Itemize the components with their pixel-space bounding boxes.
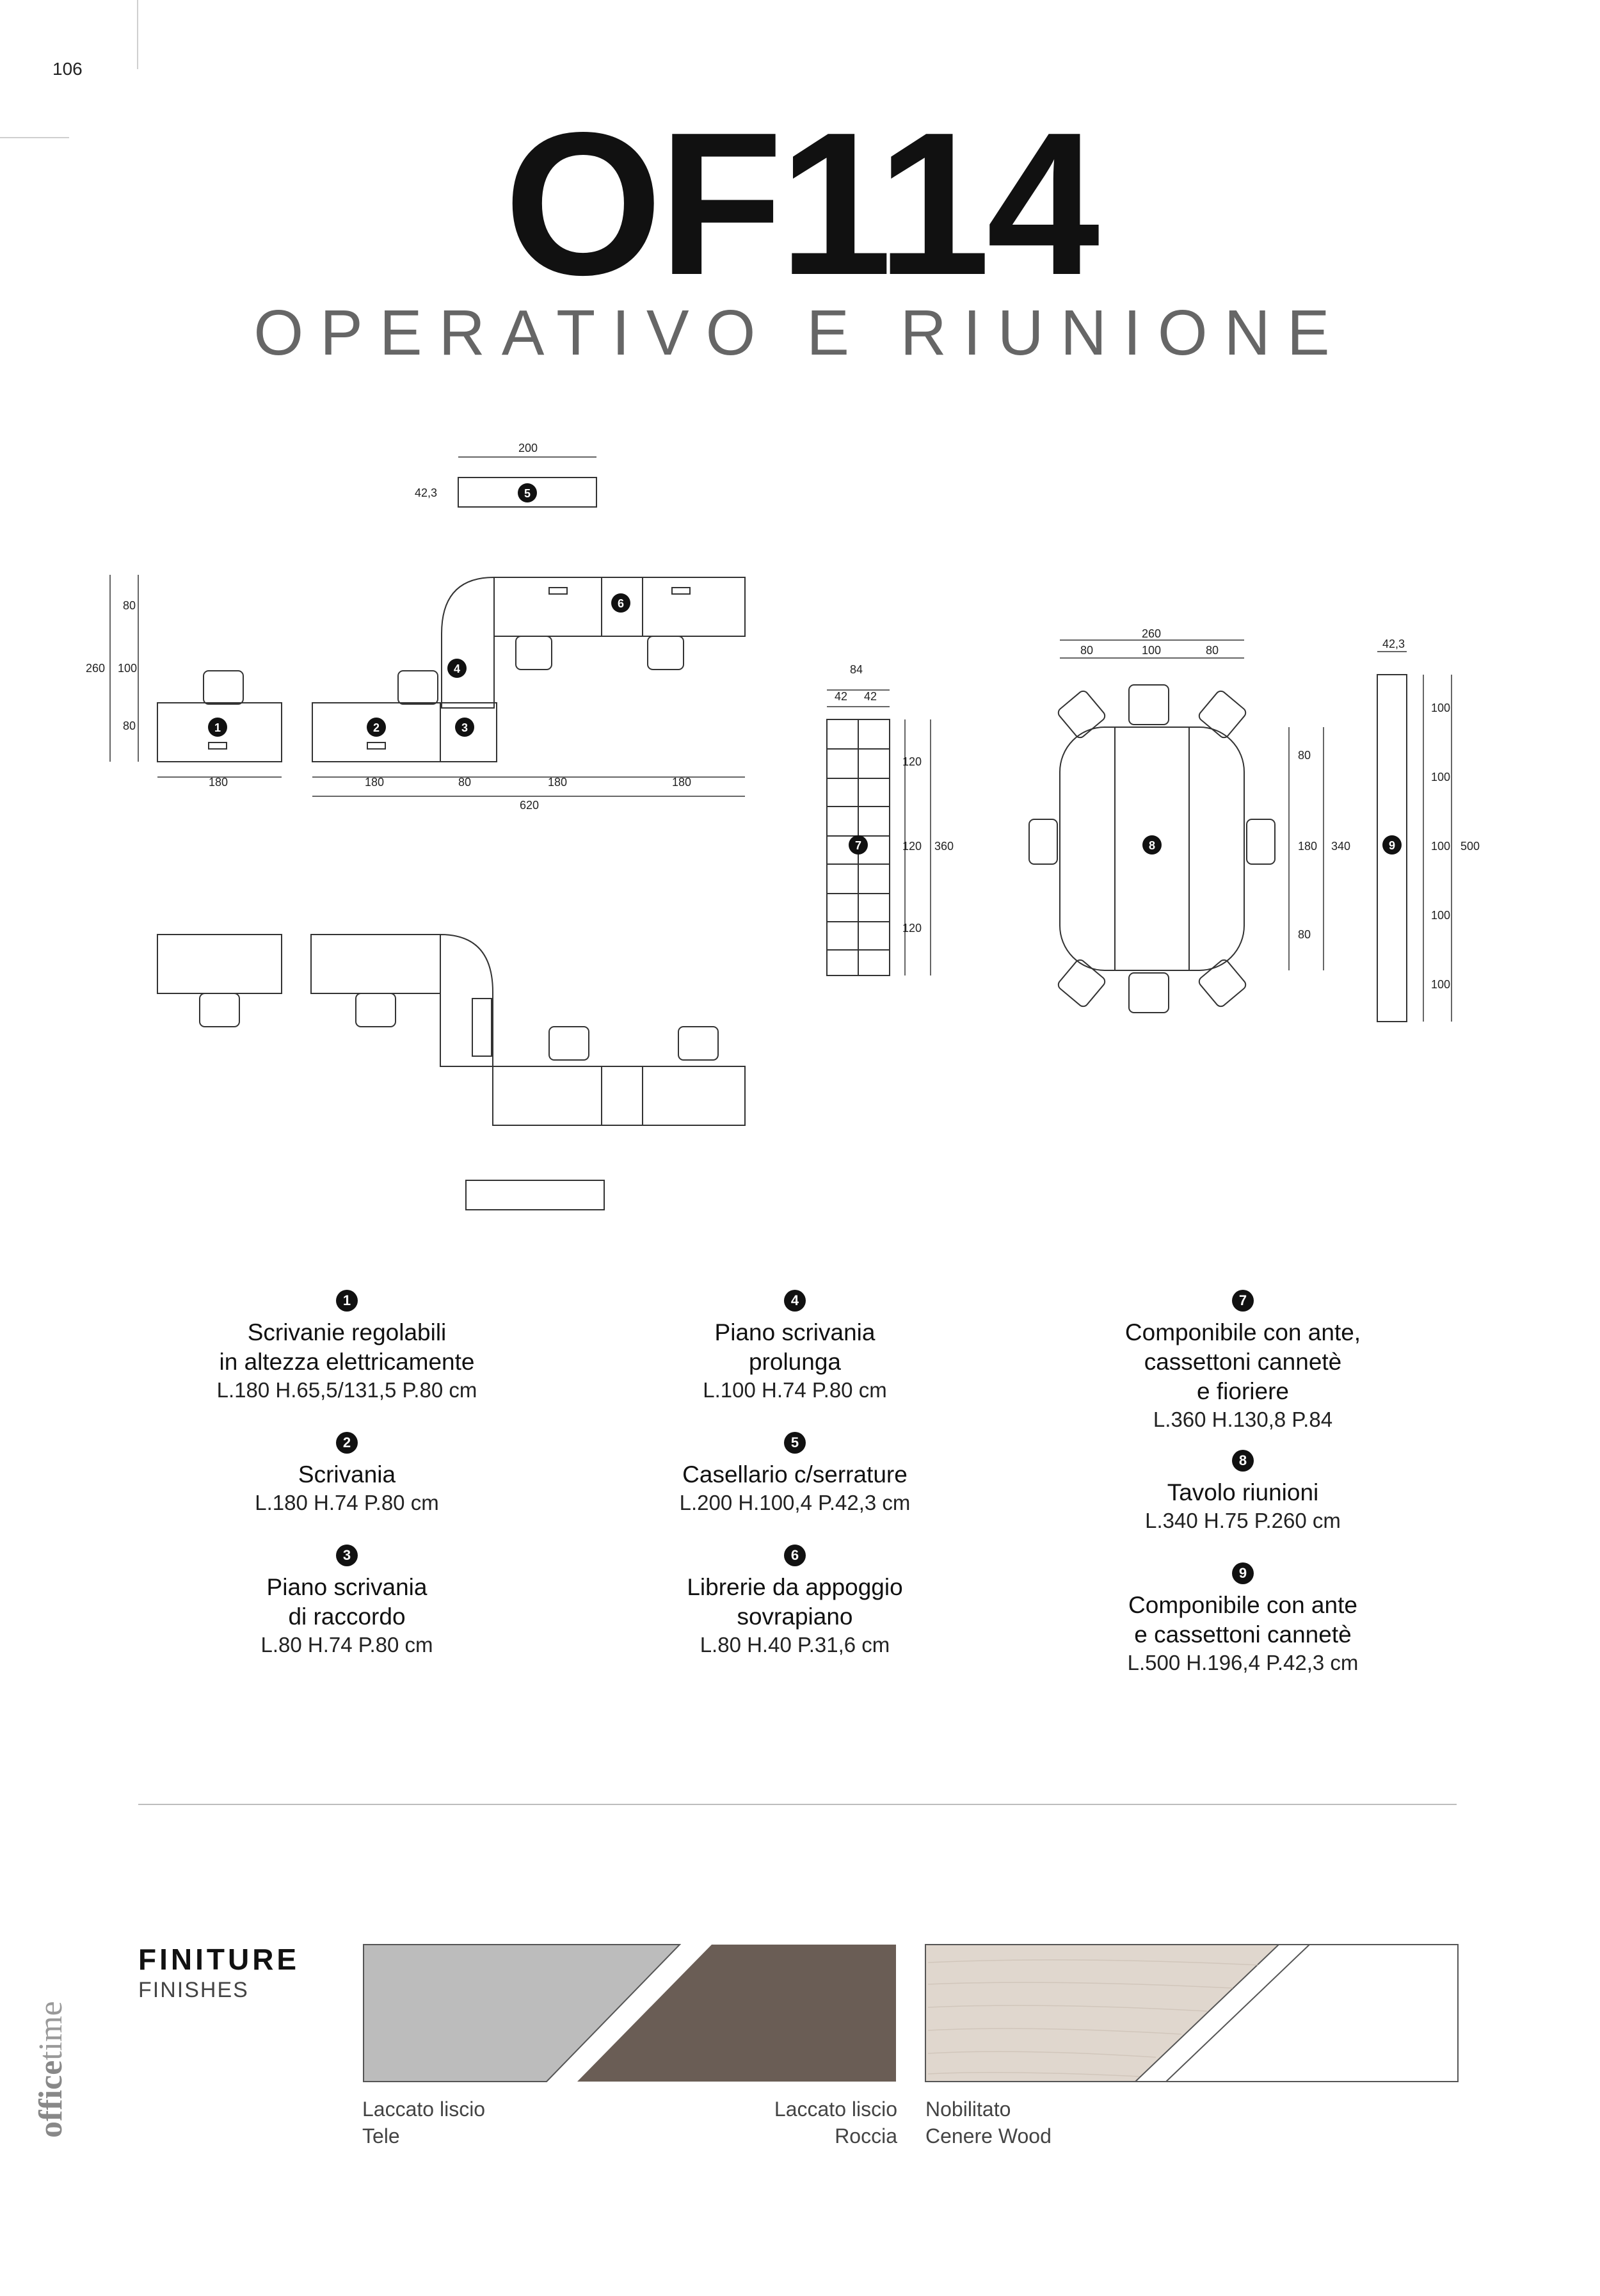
handle-outline	[672, 588, 690, 594]
finish-label-roccia: Laccato liscio Roccia	[774, 2098, 897, 2147]
item-number-badge: 4	[784, 1290, 806, 1312]
dim-label: 120	[902, 840, 922, 853]
item-dimensions: L.200 H.100,4 P.42,3 cm	[679, 1491, 911, 1514]
curved-connector-top	[442, 577, 494, 708]
marker-7	[849, 835, 868, 855]
handle-outline	[549, 588, 567, 594]
brand-logo-light: time	[33, 2001, 69, 2060]
svg-text:7: 7	[854, 839, 862, 852]
chair-outline	[648, 636, 684, 670]
dim-label: 180	[672, 776, 692, 789]
dim-label: 100	[118, 662, 138, 675]
item-name: Componibile con ante, cassettoni cannetè e fioriere	[1124, 1319, 1361, 1404]
dim-label: 80	[123, 719, 136, 732]
dim-label: 80	[1298, 749, 1311, 762]
chair-outline	[398, 671, 438, 704]
item-dimensions: L.340 H.75 P.260 cm	[1145, 1509, 1341, 1532]
svg-text:8: 8	[1148, 839, 1156, 852]
marker-1	[208, 718, 227, 737]
dim-label: 80	[1298, 928, 1311, 941]
dim-label: 180	[548, 776, 568, 789]
chair-outline	[1129, 685, 1169, 725]
dim-label: 500	[1460, 840, 1480, 853]
item-name: Casellario c/serrature	[682, 1461, 908, 1488]
finishes-title: FINITURE	[138, 1943, 300, 1976]
finishes-subtitle: FINISHES	[138, 1978, 249, 2002]
item-number-badge: 9	[1232, 1562, 1254, 1584]
item-number-badge: 5	[784, 1432, 806, 1454]
marker-5	[518, 483, 537, 502]
legend-item	[552, 1545, 1038, 1658]
chair-outline	[516, 636, 552, 670]
handle-outline	[367, 743, 385, 749]
chair-outline	[1197, 958, 1248, 1009]
casellario-bottom-outline	[466, 1180, 604, 1210]
legend-item	[104, 1432, 590, 1516]
item-dimensions: L.180 H.65,5/131,5 P.80 cm	[216, 1378, 477, 1402]
dim-label: 80	[458, 776, 472, 789]
item-name: Componibile con ante e cassettoni cannetè	[1128, 1592, 1357, 1648]
item-number-badge: 3	[336, 1545, 358, 1566]
dimension-annotations	[86, 442, 1480, 1022]
item-dimensions: L.360 H.130,8 P.84	[1153, 1408, 1333, 1431]
marker-2	[367, 718, 386, 737]
curved-connector-bottom	[440, 935, 493, 1066]
dim-label: 260	[86, 662, 106, 675]
floor-plan-drawing	[0, 422, 1600, 1255]
dim-label: 360	[934, 840, 954, 853]
item-number-badge: 1	[336, 1290, 358, 1312]
dim-label: 100	[1431, 840, 1451, 853]
chair-outline	[1129, 973, 1169, 1013]
item-name: Librerie da appoggio sovrapiano	[687, 1574, 903, 1630]
svg-text:3: 3	[461, 721, 468, 734]
dim-label: 42	[835, 690, 848, 703]
chair-outline	[1057, 958, 1107, 1009]
dim-label: 340	[1331, 840, 1351, 853]
finish-swatches	[362, 1943, 1463, 2091]
dim-label: 180	[1298, 840, 1318, 853]
dim-label: 120	[902, 922, 922, 935]
item-name: Scrivania	[298, 1461, 396, 1488]
legend-item	[1000, 1290, 1486, 1433]
item-number-badge: 2	[336, 1432, 358, 1454]
svg-text:9: 9	[1388, 839, 1396, 852]
item-name: Piano scrivania di raccordo	[266, 1574, 428, 1630]
svg-text:2: 2	[372, 721, 380, 734]
cabinet-run-alt-outline	[493, 1066, 745, 1125]
dim-label: 260	[1142, 627, 1162, 640]
marker-9	[1382, 835, 1402, 855]
item-name: Piano scrivania prolunga	[714, 1319, 876, 1375]
legend-item	[552, 1290, 1038, 1404]
dim-label: 100	[1431, 909, 1451, 922]
legend-item	[104, 1290, 590, 1404]
legend-item	[1000, 1450, 1486, 1534]
legend-column-1	[104, 1290, 590, 1687]
dim-label: 100	[1431, 702, 1451, 714]
finish-label-tele: Laccato liscio Tele	[362, 2098, 486, 2147]
legend-item	[552, 1432, 1038, 1516]
dim-label: 100	[1431, 771, 1451, 783]
svg-text:6: 6	[617, 597, 625, 610]
dim-label: 200	[518, 442, 538, 454]
item-number-badge: 7	[1232, 1290, 1254, 1312]
item-dimensions: L.80 H.74 P.80 cm	[260, 1633, 433, 1657]
legend-item	[104, 1545, 590, 1658]
desk-alt-outline	[157, 935, 282, 993]
dim-label: 42,3	[415, 486, 438, 499]
handle-outline	[209, 743, 227, 749]
chair-outline	[1029, 819, 1057, 864]
page-subtitle: OPERATIVO E RIUNIONE	[253, 297, 1347, 369]
dim-label: 100	[1142, 644, 1162, 657]
dim-label: 80	[1206, 644, 1219, 657]
item-dimensions: L.100 H.74 P.80 cm	[703, 1378, 887, 1402]
item-number-badge: 8	[1232, 1450, 1254, 1472]
dim-label: 120	[902, 755, 922, 768]
legend-column-3	[1000, 1290, 1486, 1705]
dim-label: 620	[520, 799, 540, 812]
svg-text:4: 4	[453, 662, 461, 675]
marker-6	[611, 593, 630, 613]
chair-outline	[1057, 689, 1107, 740]
finish-label-cenere-wood: Nobilitato Cenere Wood	[925, 2098, 1052, 2147]
svg-text:1: 1	[214, 721, 221, 734]
marker-3	[455, 718, 474, 737]
marker-8	[1142, 835, 1162, 855]
element-markers	[208, 483, 1402, 855]
item-dimensions: L.500 H.196,4 P.42,3 cm	[1127, 1651, 1359, 1674]
dim-label: 80	[1080, 644, 1094, 657]
item-name: Tavolo riunioni	[1167, 1479, 1319, 1505]
page-title: OF114	[504, 90, 1096, 317]
item-dimensions: L.180 H.74 P.80 cm	[255, 1491, 439, 1514]
dim-label: 100	[1431, 978, 1451, 991]
item-dimensions: L.80 H.40 P.31,6 cm	[700, 1633, 890, 1657]
dim-label: 42	[864, 690, 877, 703]
brand-logo	[32, 2001, 70, 2138]
corner-vertical-rule	[137, 0, 138, 69]
dim-label: 84	[850, 663, 863, 676]
dim-label: 42,3	[1382, 638, 1405, 650]
chair-outline	[1247, 819, 1275, 864]
dim-label: 180	[209, 776, 228, 789]
dim-label: 180	[365, 776, 385, 789]
legend-column-2	[552, 1290, 1038, 1687]
legend-item	[1000, 1562, 1486, 1676]
chair-outline	[204, 671, 243, 704]
marker-4	[447, 659, 467, 678]
page-number: 106	[52, 59, 83, 79]
item-number-badge: 6	[784, 1545, 806, 1566]
desk-alt-outline	[311, 935, 440, 993]
item-name: Scrivanie regolabili in altezza elettricamente	[219, 1319, 475, 1375]
section-divider	[138, 1804, 1457, 1805]
brand-logo-bold: office	[33, 2060, 69, 2138]
dim-label: 80	[123, 599, 136, 612]
svg-text:5: 5	[524, 487, 531, 500]
chair-outline	[1197, 689, 1248, 740]
